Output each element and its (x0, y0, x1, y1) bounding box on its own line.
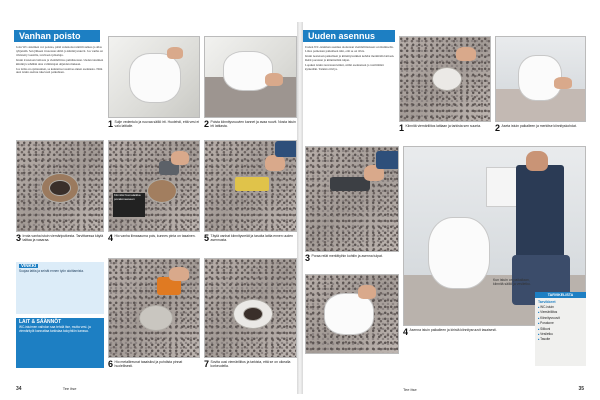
photo-label: Kiinnitä hiomalaikka porakoneeseen (113, 193, 145, 217)
photo-step-6 (108, 258, 200, 358)
tip-title: VINKKI (21, 263, 37, 268)
tools-list (535, 305, 586, 343)
caption-step-1 (108, 120, 200, 128)
right-intro-p2: Istuin nostetaan paikalleen ja kiinnitysreikien kohdat merkitään lattiaan. Reiät porataan ja kiinnitetään tulpat. (305, 53, 395, 62)
right-section-title: Uuden asennus (303, 30, 395, 42)
left-footer-text: Tee itse (62, 386, 77, 391)
right-footer (403, 387, 417, 392)
left-page-number: 34 (16, 386, 22, 392)
tools-panel (535, 292, 586, 366)
photo-step-5 (204, 140, 297, 232)
right-photo-step-2 (495, 36, 586, 122)
caption-step-3-text: Irrota vanha istuin viemäriputkesta. Tarvittaessa käytä talttaa ja vasaraa. (22, 234, 104, 243)
photo-step-1 (108, 36, 200, 118)
right-caption-step-3 (305, 254, 399, 262)
caption-step-4 (108, 234, 200, 242)
tools-item: ■ Viemäriliitos (538, 310, 583, 315)
caption-step-1-number: 1 (108, 119, 114, 129)
tools-item: ■ Vesiletku (538, 332, 583, 337)
left-page (14, 22, 297, 394)
right-page (303, 22, 586, 394)
photo-step-3 (16, 140, 104, 232)
tools-item: ■ Kiinnitysruuvit (538, 316, 583, 321)
caption-step-6 (108, 360, 200, 368)
left-intro-text (16, 46, 104, 134)
right-intro-p1: Uuden WC-istuimen asennus aloitetaan viemäriliitoksen sovittamisella. Liitos painetaan paikalleen niin, että se on tiivis. (305, 46, 394, 53)
right-caption-step-4-number: 4 (403, 327, 409, 337)
caption-step-4-text: Hio vanha liimasauma pois, kunnes pinta on tasainen. (114, 234, 196, 238)
left-intro-p1: Jotta WC-istuimen voi poistaa, pitää vedenottoventtiili sulkea ja allas tyhjentää. Sen jälkeen irrotetaan säiliö ja kiinnitysruuvit. Jos vanha on tiivistetty laastilla, tarvitaan työkaluja. (16, 46, 103, 57)
tools-item: ■ WC-istuin (538, 305, 583, 310)
right-photo-step-3 (305, 146, 399, 252)
tip-text: Suojaa lattia ja seinät ennen työn aloittamista. (19, 269, 84, 273)
caption-step-7 (204, 360, 297, 368)
law-box-title: LAIT & SÄÄNNÖT (19, 319, 62, 325)
photo-step-2 (204, 36, 297, 118)
right-caption-step-3-number: 3 (305, 253, 311, 263)
caption-step-3 (16, 234, 104, 242)
caption-step-6-text: Hio metallireunat tasaisiksi ja puhdista pinnat huolellisesti. (114, 360, 183, 369)
right-caption-step-2-number: 2 (495, 123, 501, 133)
left-section-title: Vanhan poisto (14, 30, 100, 42)
right-caption-step-2-text: Aseta istuin paikalleen ja merkitse kiinnityskohdat. (501, 124, 577, 128)
caption-step-5-number: 5 (204, 233, 210, 243)
tip-box (16, 262, 104, 314)
right-photo-step-1 (399, 36, 491, 122)
left-intro-p2: Istuin irrotetaan lattiasta ja viemäriliitos puhdistetaan. Uuden istuimen kiinnitys tehdään aina valmistajan ohjeiden mukaan. (16, 57, 104, 66)
left-footer (16, 386, 76, 392)
right-caption-step-1 (399, 124, 491, 132)
tools-item: ■ Porakone (538, 321, 583, 326)
tools-item: ■ Silikoni (538, 327, 583, 332)
right-side-note: Kun istuin on paikallaan, kiinnitä säiliö ja vesiletku. (493, 278, 531, 287)
right-photo-step-extra (305, 274, 399, 354)
right-page-number: 35 (578, 386, 584, 392)
right-caption-step-1-number: 1 (399, 123, 405, 133)
right-caption-step-3-text: Poraa reiät merkittyihin kohtiin ja asenna tulpat. (311, 254, 383, 258)
right-caption-step-2 (495, 124, 586, 132)
tools-item: ■ Tasoite (538, 337, 583, 342)
caption-step-4-number: 4 (108, 233, 114, 243)
photo-step-4 (108, 140, 200, 232)
caption-step-6-number: 6 (108, 359, 114, 369)
right-footer-text: Tee itse (403, 387, 417, 392)
right-caption-step-1-text: Kiinnitä viemäriliitos lattiaan ja tarkista sen suunta. (405, 124, 482, 128)
right-intro-text (305, 46, 395, 140)
caption-step-1-text: Sulje vedentulo ja ruuvaa säiliö irti. Huolehdi, että vesi ei valu lattialle. (114, 120, 200, 129)
caption-step-3-number: 3 (16, 233, 22, 243)
right-caption-step-4-text: Asenna istuin paikalleen ja kiristä kiinnitysruuvit tasaisesti. (409, 328, 497, 332)
caption-step-7-text: Sovita uusi viemäriliitos ja tarkista, että se on oikealla korkeudella. (210, 360, 291, 369)
magazine-spread (14, 22, 586, 394)
photo-step-7 (204, 258, 297, 358)
caption-step-5-text: Täytä vanhat kiinnitysreiät ja tasoita lattia ennen uuden asennusta. (210, 234, 294, 243)
left-intro-p3: Jos lattia on epätasainen, se kannattaa tasoittaa ennen asennusta. Näin uusi istuin asettuu tukevasti paikalleen. (16, 66, 103, 75)
caption-step-2 (204, 120, 297, 128)
caption-step-2-number: 2 (204, 119, 210, 129)
right-page-number-wrap (578, 386, 584, 392)
right-caption-step-4 (403, 328, 498, 336)
caption-step-7-number: 7 (204, 359, 210, 369)
law-box (16, 318, 104, 368)
tools-panel-title: TARVIKELISTA (547, 293, 574, 297)
right-intro-p3: Lopuksi istuin ruuvataan kiinni, säiliö asennetaan ja vesiliitäntä kytketään. Tarkista tiiviys. (305, 62, 384, 71)
tools-heading: Tarvikkeet (538, 300, 556, 304)
caption-step-5 (204, 234, 297, 242)
law-box-text: WC-istuimen vaihdon saa tehdä itse, mutta vesi- ja viemärityöt kannattaa tarkistaa taloyhtiön kanssa. (19, 325, 91, 333)
caption-step-2-text: Poista kiinnitysruuvien kannet ja avaa ruuvit. Nosta istuin irti lattiasta. (210, 120, 296, 129)
